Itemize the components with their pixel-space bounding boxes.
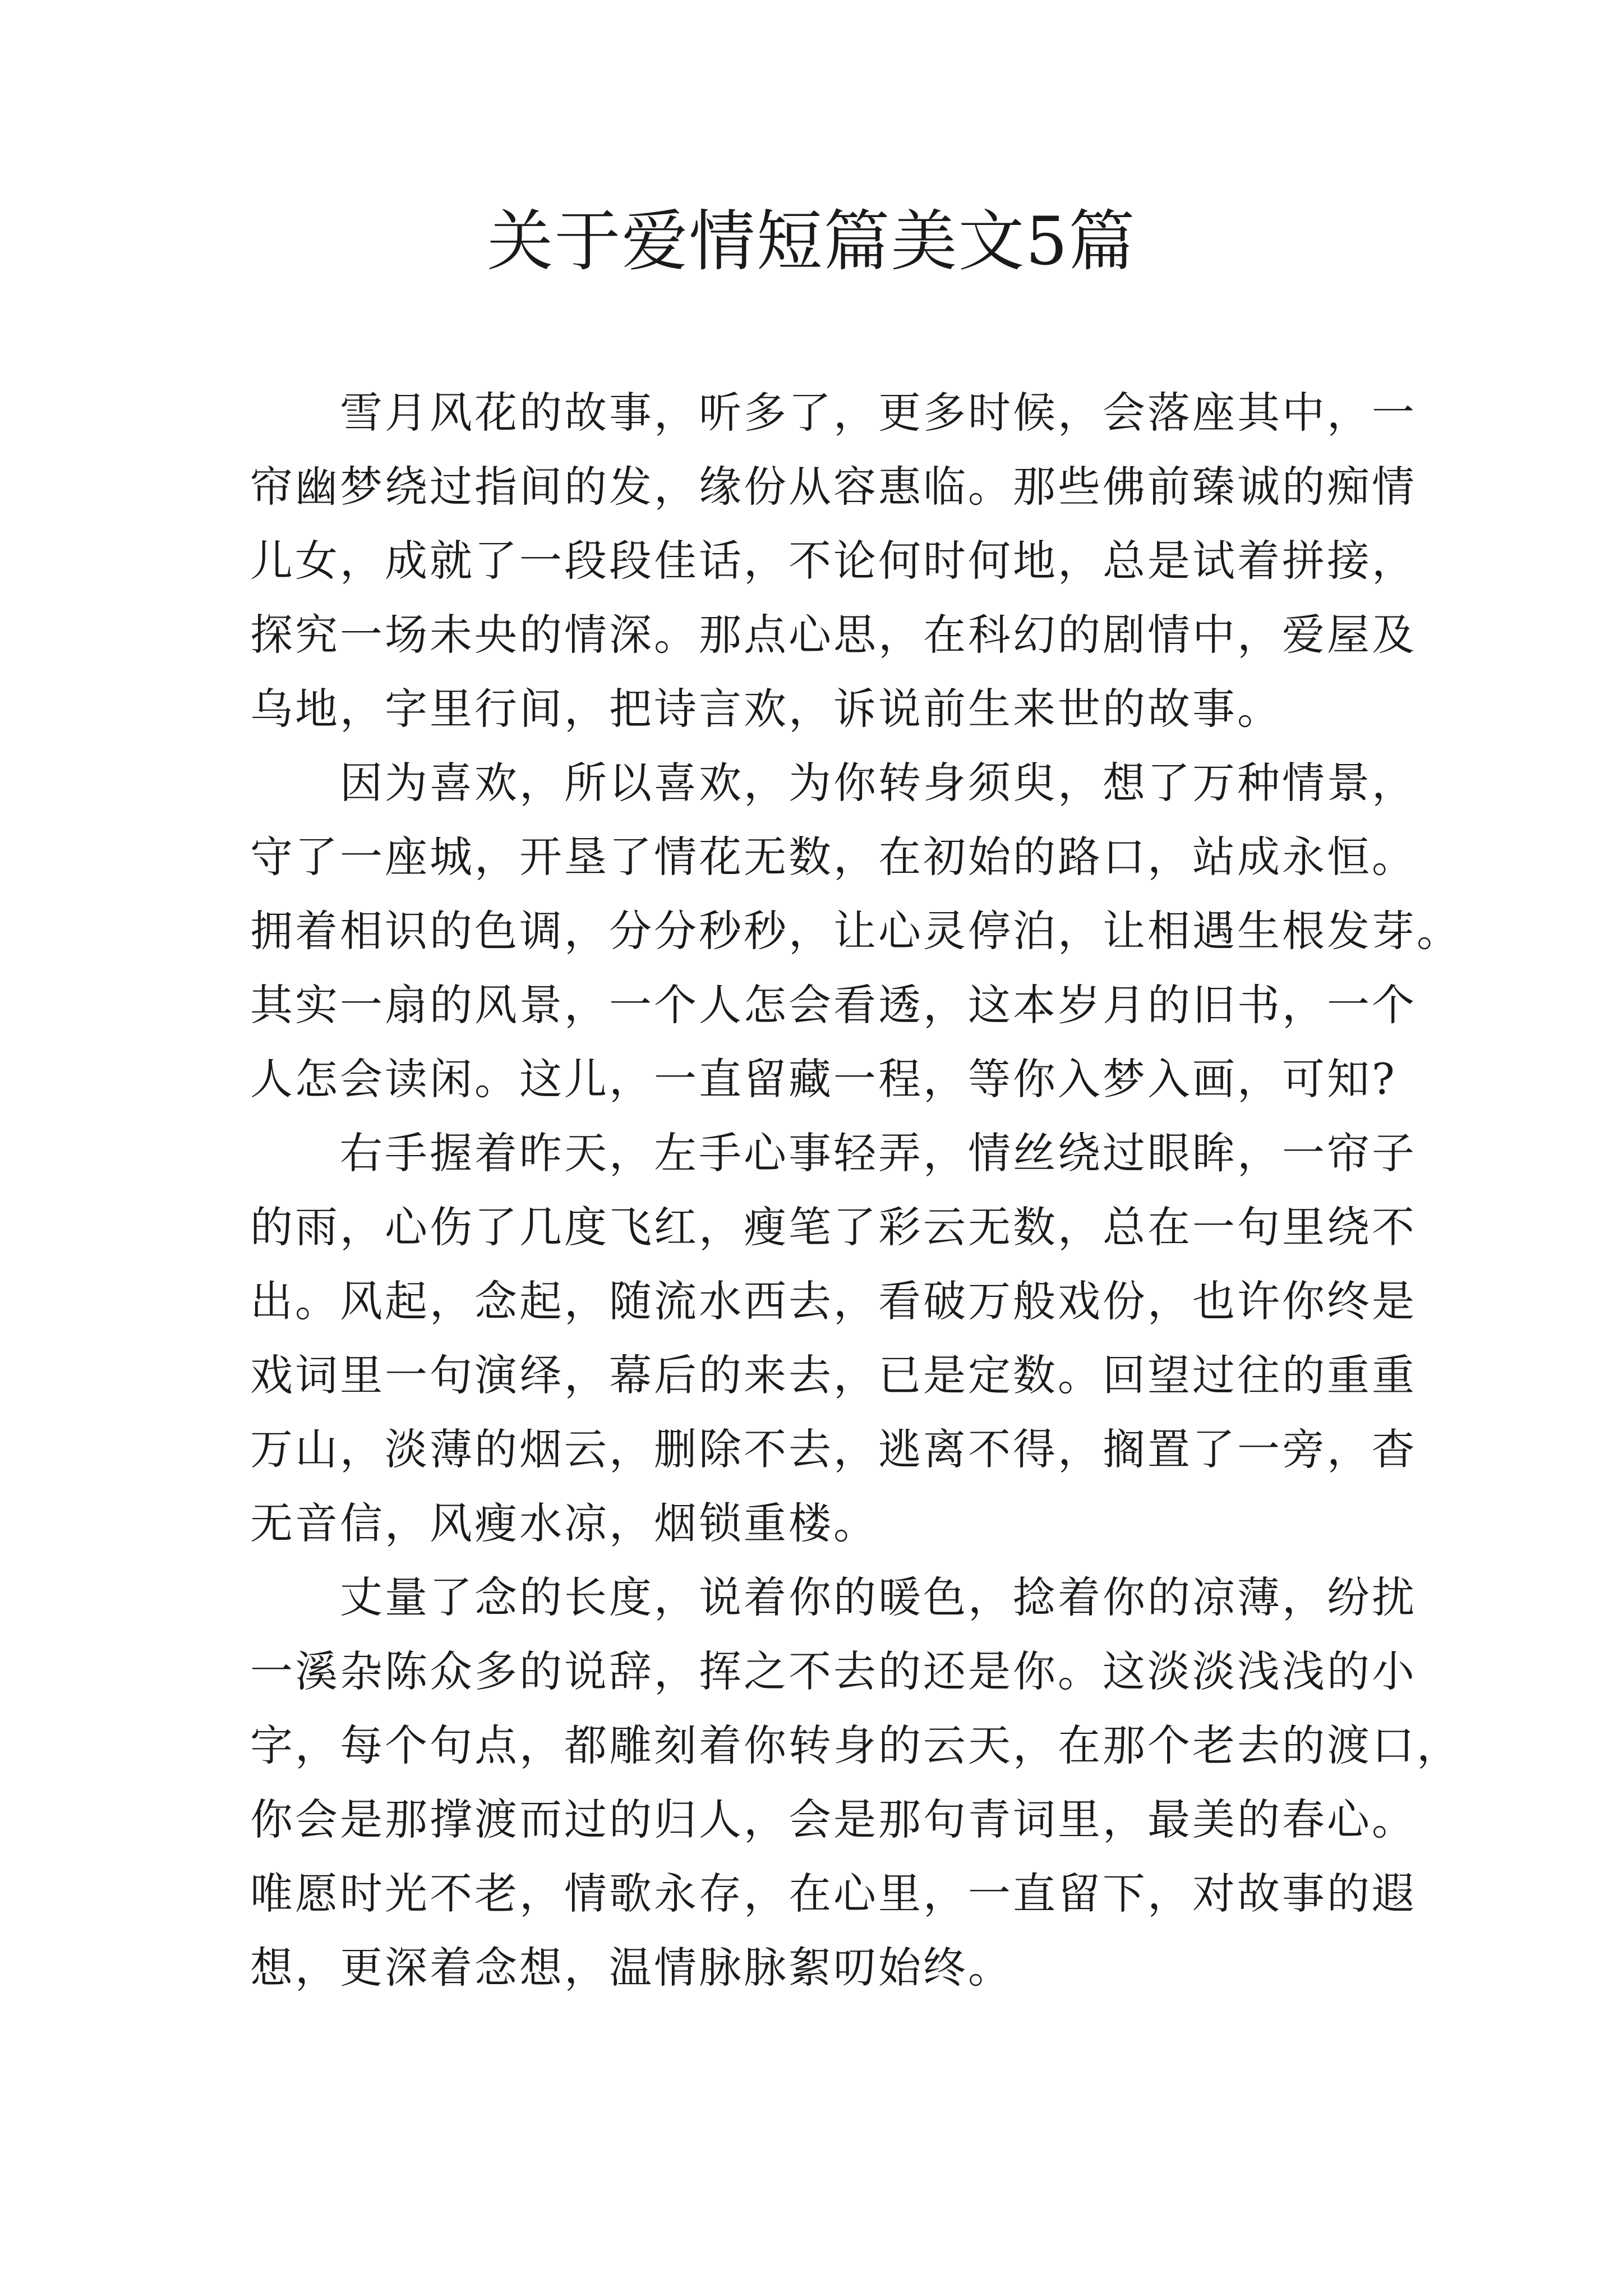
text-line: 想，更深着念想，温情脉脉絮叨始终。 [250, 1943, 1013, 1993]
text-line: 字，每个句点，都雕刻着你转身的云天，在那个老去的渡口， [250, 1720, 1461, 1770]
text-line: 无音信，风瘦水凉，烟锁重楼。 [250, 1498, 878, 1548]
paragraph-3 [250, 1116, 1417, 1561]
paragraph-1 [250, 376, 1417, 746]
text-line: 雪月风花的故事，听多了，更多时候，会落座其中，一 [250, 388, 1417, 438]
text-line: 因为喜欢，所以喜欢，为你转身须臾，想了万种情景， [250, 758, 1417, 808]
text-line: 儿女，成就了一段段佳话，不论何时何地，总是试着拼接， [250, 536, 1417, 586]
text-line: 帘幽梦绕过指间的发，缘份从容惠临。那些佛前臻诚的痴情 [250, 462, 1417, 512]
text-line: 出。风起，念起，随流水西去，看破万般戏份，也许你终是 [250, 1276, 1417, 1326]
text-line: 拥着相识的色调，分分秒秒，让心灵停泊，让相遇生根发芽。 [250, 906, 1461, 956]
document-body [250, 376, 1461, 2005]
text-line: 乌地，字里行间，把诗言欢，诉说前生来世的故事。 [250, 684, 1282, 734]
text-line: 守了一座城，开垦了情花无数，在初始的路口，站成永恒。 [250, 832, 1417, 882]
text-line: 的雨，心伤了几度飞红，瘦笔了彩云无数，总在一句里绕不 [250, 1202, 1417, 1252]
text-line: 唯愿时光不老，情歌永存，在心里，一直留下，对故事的遐 [250, 1869, 1417, 1918]
text-line: 万山，淡薄的烟云，删除不去，逃离不得，搁置了一旁，杳 [250, 1424, 1417, 1474]
text-line: 其实一扇的风景，一个人怎会看透，这本岁月的旧书，一个 [250, 980, 1417, 1030]
text-line: 一溪杂陈众多的说辞，挥之不去的还是你。这淡淡浅浅的小 [250, 1646, 1417, 1696]
paragraph-4 [250, 1561, 1461, 2005]
text-line: 人怎会读闲。这儿，一直留藏一程，等你入梦入画，可知? [250, 1054, 1397, 1104]
text-line: 探究一场未央的情深。那点心思，在科幻的剧情中，爱屋及 [250, 610, 1417, 660]
document-title: 关于爱情短篇美文5篇 [487, 203, 1136, 280]
text-line: 你会是那撑渡而过的归人，会是那句青词里，最美的春心。 [250, 1795, 1417, 1844]
text-line: 戏词里一句演绎，幕后的来去，已是定数。回望过往的重重 [250, 1350, 1417, 1400]
text-line: 右手握着昨天，左手心事轻弄，情丝绕过眼眸，一帘子 [250, 1128, 1417, 1178]
paragraph-2 [250, 746, 1461, 1116]
text-line: 丈量了念的长度，说着你的暖色，捻着你的凉薄，纷扰 [250, 1572, 1417, 1622]
